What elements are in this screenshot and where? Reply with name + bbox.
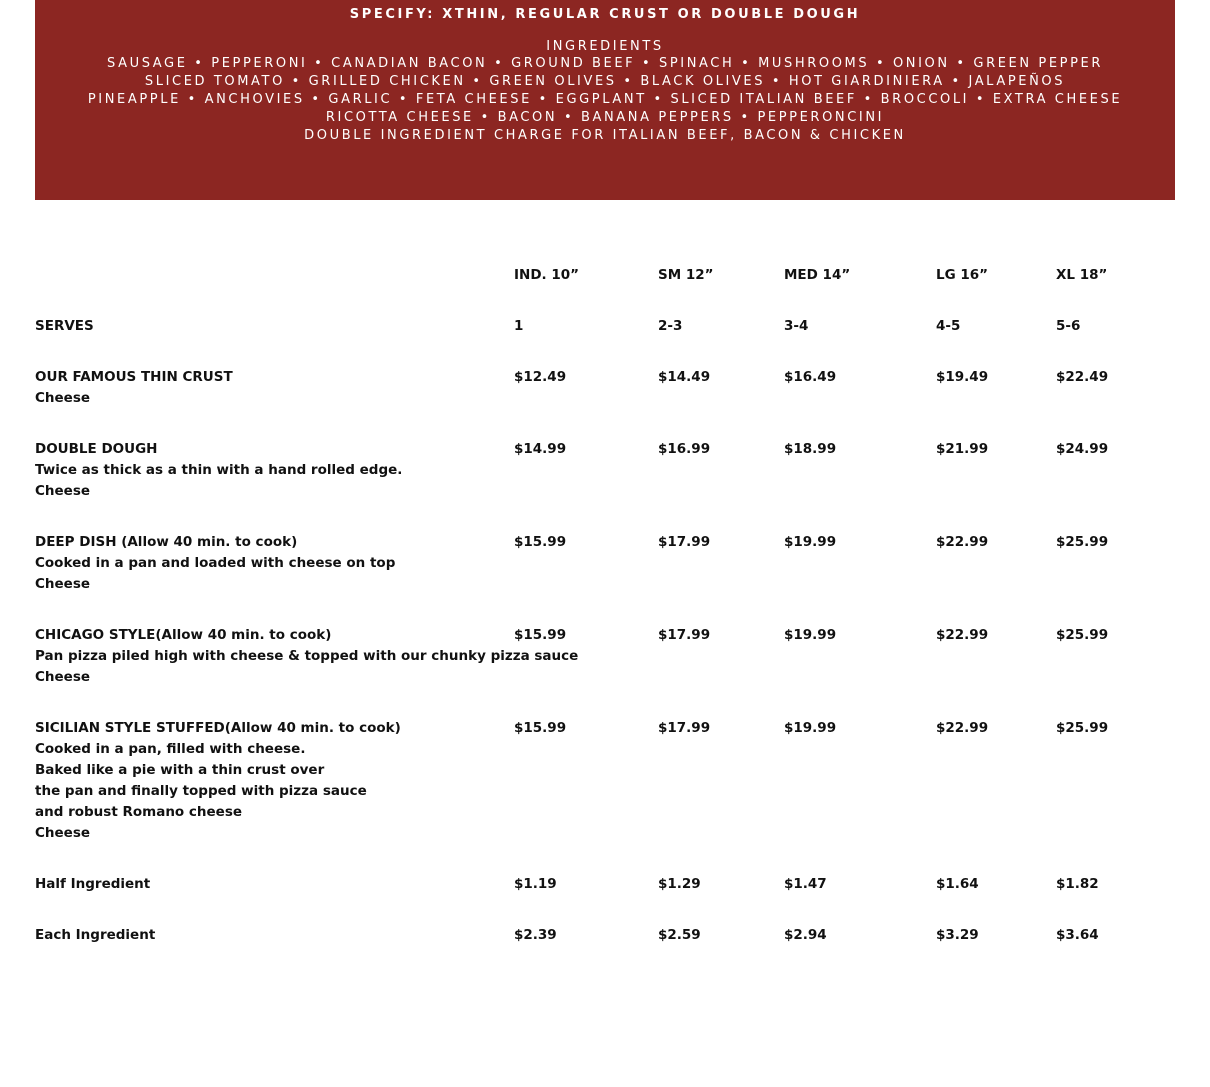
price-cell: $17.99 (658, 627, 711, 643)
price-cell: $15.99 (514, 627, 567, 643)
price-cell: $1.29 (658, 876, 701, 892)
row-label-line: Cheese (35, 390, 91, 406)
row-label-line: Each Ingredient (35, 927, 156, 943)
row-label-line: DOUBLE DOUGH (35, 441, 158, 457)
price-cell: 2-3 (658, 318, 683, 334)
price-cell: $16.99 (658, 441, 711, 457)
price-cell: $19.99 (784, 720, 837, 736)
row-label-line: SICILIAN STYLE STUFFED(Allow 40 min. to cook) (35, 720, 401, 736)
price-cell: $25.99 (1056, 627, 1109, 643)
ingredient-line: DOUBLE INGREDIENT CHARGE FOR ITALIAN BEEF, BACON & CHICKEN (304, 128, 906, 143)
price-cell: $22.99 (936, 534, 989, 550)
price-cell: $24.99 (1056, 441, 1109, 457)
row-label-line: Cheese (35, 669, 91, 685)
price-cell: $15.99 (514, 720, 567, 736)
price-cell: $2.39 (514, 927, 557, 943)
row-label-line: Cheese (35, 483, 91, 499)
price-cell: $25.99 (1056, 534, 1109, 550)
size-header: LG 16” (936, 267, 989, 283)
row-label-line: OUR FAMOUS THIN CRUST (35, 369, 233, 385)
row-label-line: SERVES (35, 318, 94, 334)
price-cell: 4-5 (936, 318, 961, 334)
price-cell: $2.59 (658, 927, 701, 943)
row-label (35, 718, 401, 844)
price-cell: $22.99 (936, 720, 989, 736)
price-cell: $3.29 (936, 927, 979, 943)
row-label (35, 874, 150, 895)
row-label-line: Pan pizza piled high with cheese & topped with our chunky pizza sauce (35, 648, 579, 664)
size-header: MED 14” (784, 267, 851, 283)
row-label-line: Cooked in a pan and loaded with cheese on top (35, 555, 396, 571)
price-cell: $1.47 (784, 876, 827, 892)
row-label-line: CHICAGO STYLE(Allow 40 min. to cook) (35, 627, 332, 643)
price-cell: $1.64 (936, 876, 979, 892)
ingredient-line: PINEAPPLE • ANCHOVIES • GARLIC • FETA CHEESE • EGGPLANT • SLICED ITALIAN BEEF • BROCCOLI • EXTRA CHEESE (87, 92, 1123, 107)
price-cell: $17.99 (658, 534, 711, 550)
price-cell: $3.64 (1056, 927, 1099, 943)
row-label-line: Cheese (35, 825, 91, 841)
price-cell: $14.99 (514, 441, 567, 457)
price-cell: $12.49 (514, 369, 567, 385)
price-cell: $16.49 (784, 369, 837, 385)
row-label-line: and robust Romano cheese (35, 804, 243, 820)
price-cell: $14.49 (658, 369, 711, 385)
price-cell: $2.94 (784, 927, 827, 943)
row-label (35, 439, 402, 502)
price-cell: 3-4 (784, 318, 809, 334)
ingredients-list (35, 55, 1175, 145)
price-cell: $1.82 (1056, 876, 1099, 892)
row-label-line: the pan and finally topped with pizza sauce (35, 783, 367, 799)
size-header: XL 18” (1056, 267, 1108, 283)
row-label (35, 625, 578, 688)
size-header: SM 12” (658, 267, 714, 283)
price-cell: $1.19 (514, 876, 557, 892)
ingredient-line: SAUSAGE • PEPPERONI • CANADIAN BACON • GROUND BEEF • SPINACH • MUSHROOMS • ONION • GREEN PEPPER (107, 56, 1103, 71)
size-header: IND. 10” (514, 267, 580, 283)
price-cell: $15.99 (514, 534, 567, 550)
ingredient-line: SLICED TOMATO • GRILLED CHICKEN • GREEN OLIVES • BLACK OLIVES • HOT GIARDINIERA • JALAPEÑOS (144, 74, 1066, 89)
row-label-line: Cheese (35, 576, 91, 592)
row-label-line: DEEP DISH (Allow 40 min. to cook) (35, 534, 298, 550)
price-cell: $18.99 (784, 441, 837, 457)
row-label-line: Baked like a pie with a thin crust over (35, 762, 325, 778)
ingredient-line: RICOTTA CHEESE • BACON • BANANA PEPPERS • PEPPERONCINI (325, 110, 885, 125)
price-cell: 1 (514, 318, 524, 334)
ingredients-banner (35, 0, 1175, 200)
row-label (35, 532, 395, 595)
price-cell: $21.99 (936, 441, 989, 457)
row-label-line: Twice as thick as a thin with a hand rolled edge. (35, 462, 403, 478)
price-cell: $22.49 (1056, 369, 1109, 385)
price-cell: $25.99 (1056, 720, 1109, 736)
row-label (35, 925, 155, 946)
ingredients-title: INGREDIENTS (546, 39, 664, 54)
price-cell: $17.99 (658, 720, 711, 736)
price-cell: $19.99 (784, 627, 837, 643)
row-label-line: Half Ingredient (35, 876, 151, 892)
price-cell: $19.99 (784, 534, 837, 550)
price-cell: 5-6 (1056, 318, 1081, 334)
price-cell: $22.99 (936, 627, 989, 643)
row-label-line: Cooked in a pan, filled with cheese. (35, 741, 306, 757)
row-label (35, 316, 94, 337)
price-cell: $19.49 (936, 369, 989, 385)
specify-crust-text: SPECIFY: XTHIN, REGULAR CRUST OR DOUBLE DOUGH (349, 7, 861, 22)
row-label (35, 367, 233, 409)
